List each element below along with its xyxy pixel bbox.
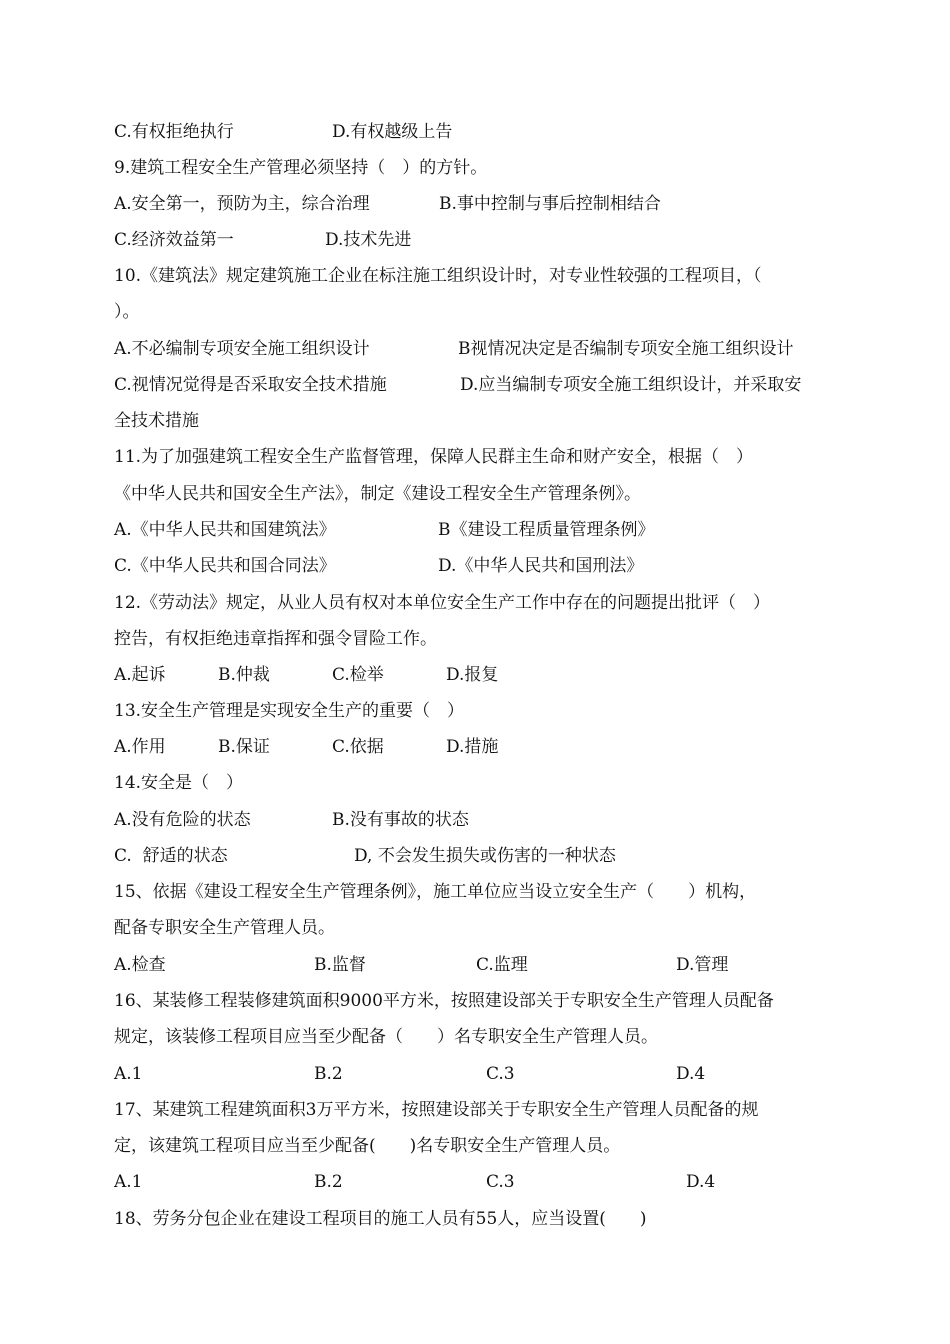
q15-option-a: A.检查 [114,955,166,975]
q15-option-c: C.监理 [476,955,528,975]
q16-stem-line2: 规定，该装修工程项目应当至少配备（ ）名专职安全生产管理人员。 [114,1027,658,1047]
q12-stem-line2: 控告，有权拒绝违章指挥和强令冒险工作。 [114,629,437,649]
q10-stem-line1: 10.《建筑法》规定建筑施工企业在标注施工组织设计时，对专业性较强的工程项目，（ [114,266,762,286]
q17-option-c: C.3 [486,1172,515,1192]
q13-option-d: D.措施 [446,737,499,757]
q14-option-c: C. 舒适的状态 [114,846,228,866]
q15-option-b: B.监督 [314,955,366,975]
q17-option-a: A.1 [114,1172,143,1192]
q9-option-b: B.事中控制与事后控制相结合 [439,194,661,214]
q11-option-c: C.《中华人民共和国合同法》 [114,556,336,576]
q10-option-a: A.不必编制专项安全施工组织设计 [114,339,370,359]
q11-stem-line2: 《中华人民共和国安全生产法》，制定《建设工程安全生产管理条例》。 [114,484,641,504]
q16-option-b: B.2 [314,1064,343,1084]
q10-option-d-continued: 全技术措施 [114,411,199,431]
q8-option-d: D.有权越级上告 [332,122,453,142]
q15-option-d: D.管理 [676,955,729,975]
q15-stem-line1: 15、依据《建设工程安全生产管理条例》，施工单位应当设立安全生产（ ）机构， [114,882,757,902]
q12-option-d: D.报复 [446,665,499,685]
q12-option-c: C.检举 [332,665,384,685]
q9-stem: 9.建筑工程安全生产管理必须坚持（ ）的方针。 [114,158,488,178]
q13-option-a: A.作用 [114,737,166,757]
q10-option-c: C.视情况觉得是否采取安全技术措施 [114,375,387,395]
q17-option-b: B.2 [314,1172,343,1192]
q9-option-c: C.经济效益第一 [114,230,234,250]
q14-option-d: D, 不会发生损失或伤害的一种状态 [354,846,616,866]
q13-option-b: B.保证 [218,737,270,757]
q8-option-c: C.有权拒绝执行 [114,122,234,142]
q17-option-d: D.4 [686,1172,716,1192]
q10-option-d: D.应当编制专项安全施工组织设计，并采取安 [460,375,802,395]
q17-stem-line2: 定，该建筑工程项目应当至少配备( )名专职安全生产管理人员。 [114,1136,621,1156]
q16-option-c: C.3 [486,1064,515,1084]
q14-option-a: A.没有危险的状态 [114,810,251,830]
q16-option-a: A.1 [114,1064,143,1084]
q12-option-b: B.仲裁 [218,665,270,685]
q13-option-c: C.依据 [332,737,384,757]
q11-option-a: A.《中华人民共和国建筑法》 [114,520,336,540]
q15-stem-line2: 配备专职安全生产管理人员。 [114,918,335,938]
q16-stem-line1: 16、某装修工程装修建筑面积9000平方米，按照建设部关于专职安全生产管理人员配备 [114,991,774,1011]
q11-stem-line1: 11.为了加强建筑工程安全生产监督管理，保障人民群主生命和财产安全，根据（ ） [114,447,754,467]
q17-stem-line1: 17、某建筑工程建筑面积3万平方米，按照建设部关于专职安全生产管理人员配备的规 [114,1100,759,1120]
q16-option-d: D.4 [676,1064,706,1084]
q10-stem-line2: ）。 [114,302,140,322]
q9-option-a: A.安全第一，预防为主，综合治理 [114,194,370,214]
q9-option-d: D.技术先进 [325,230,412,250]
q12-stem-line1: 12.《劳动法》规定，从业人员有权对本单位安全生产工作中存在的问题提出批评（ ） [114,593,771,613]
q11-option-b: B《建设工程质量管理条例》 [438,520,655,540]
q18-stem: 18、劳务分包企业在建设工程项目的施工人员有55人，应当设置( ) [114,1209,647,1229]
q10-option-b: B视情况决定是否编制专项安全施工组织设计 [458,339,794,359]
q14-stem: 14.安全是（ ） [114,773,244,793]
q11-option-d: D.《中华人民共和国刑法》 [438,556,644,576]
q14-option-b: B.没有事故的状态 [332,810,469,830]
q12-option-a: A.起诉 [114,665,166,685]
q13-stem: 13.安全生产管理是实现安全生产的重要（ ） [114,701,465,721]
